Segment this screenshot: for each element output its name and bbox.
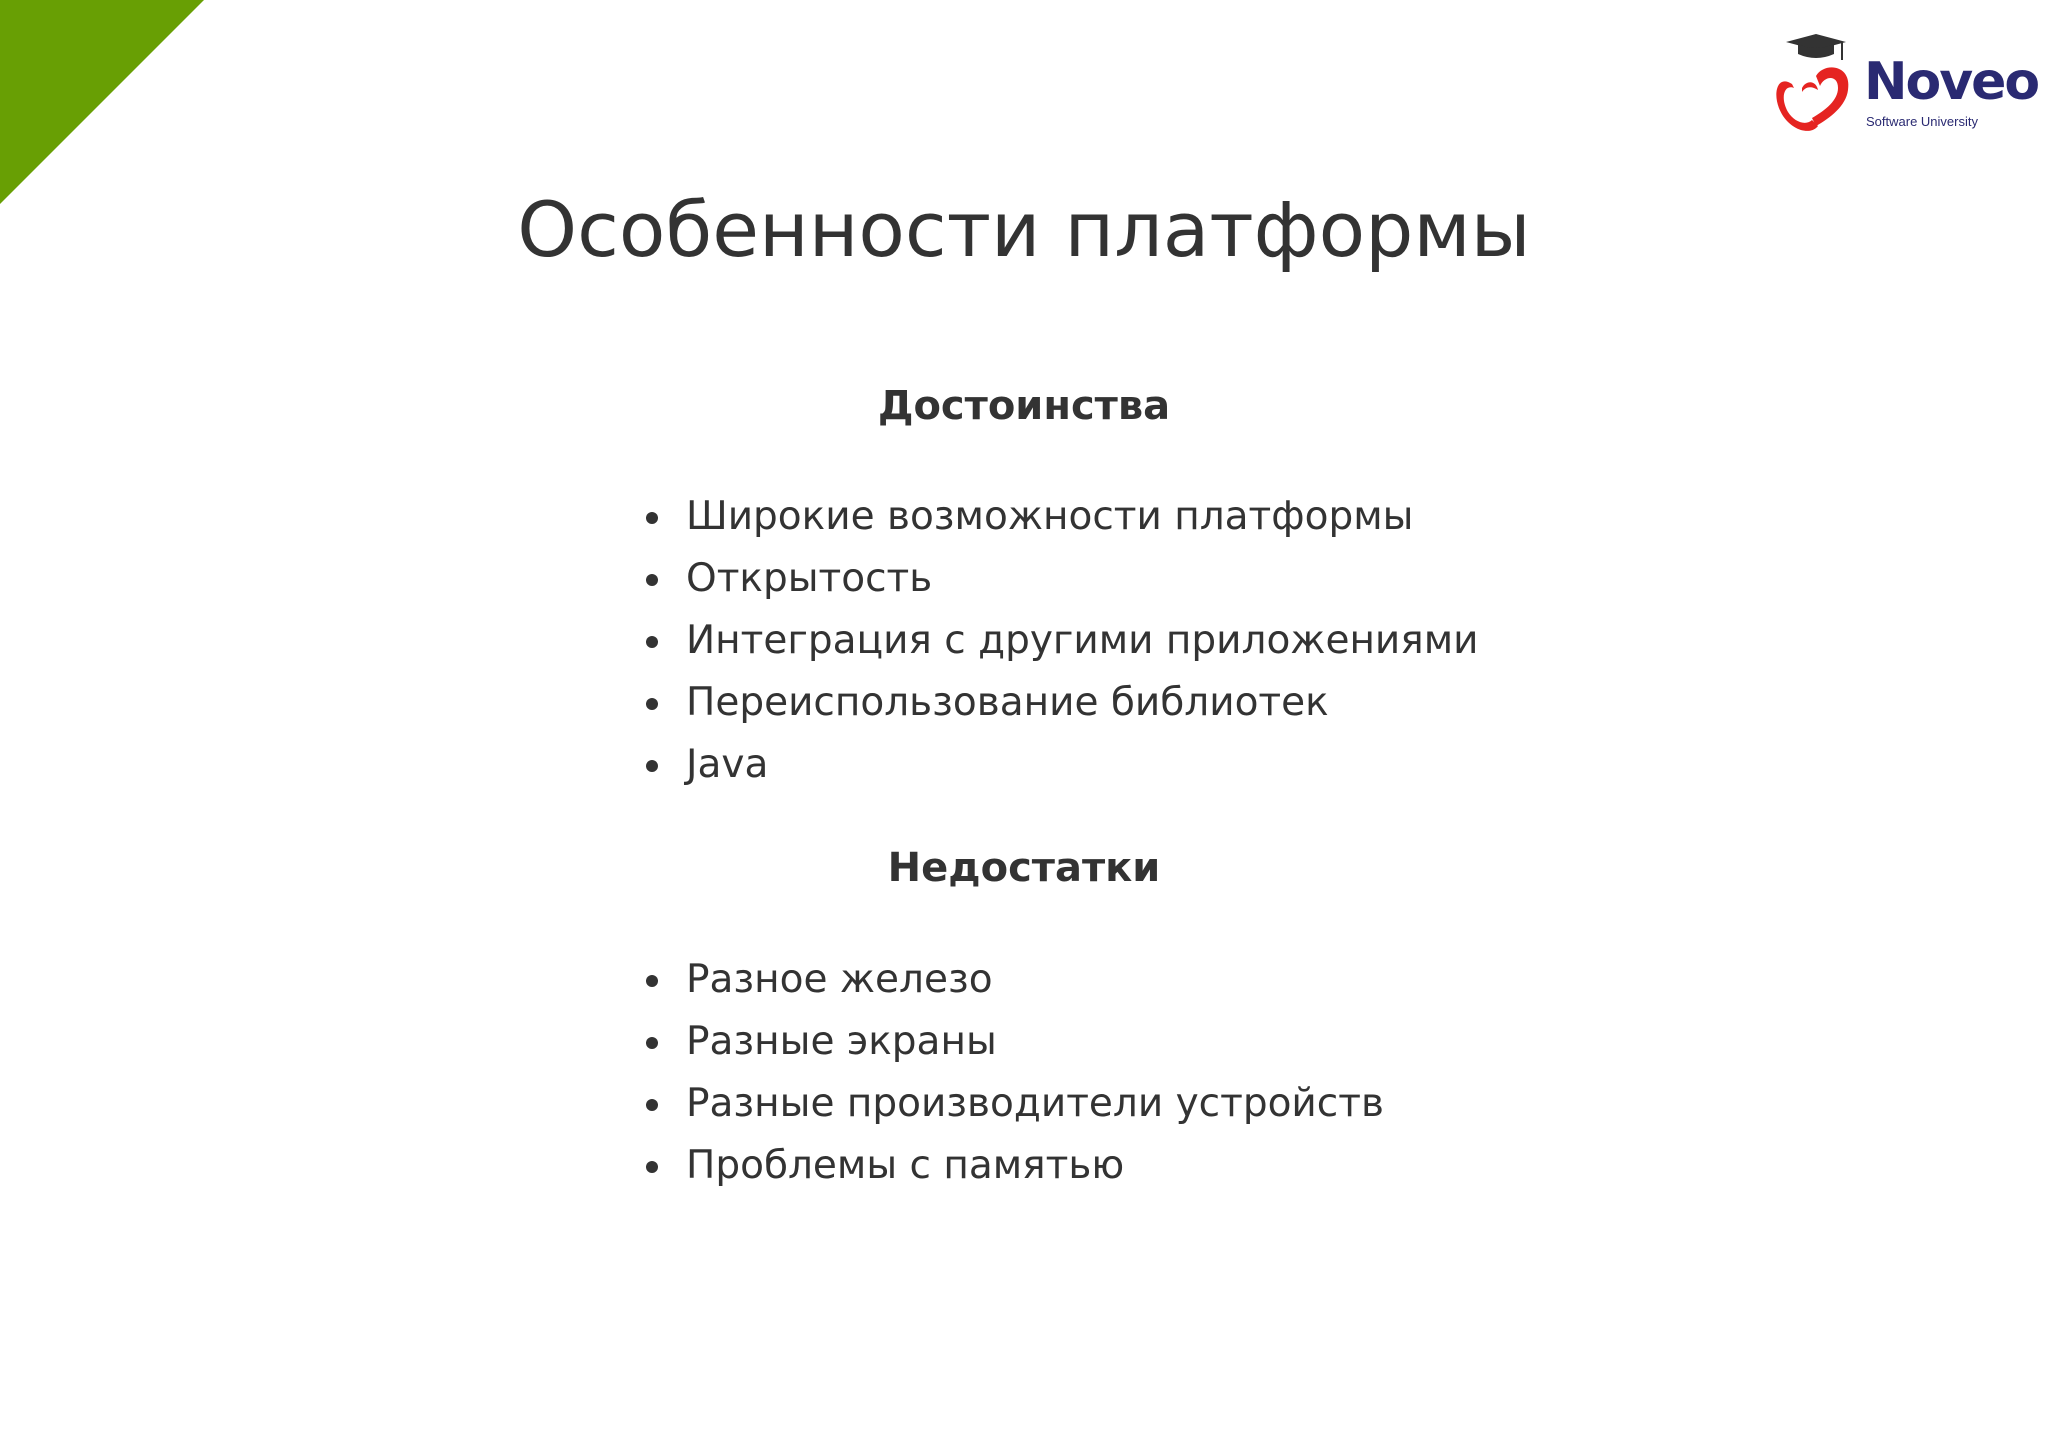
cons-heading: Недостатки	[887, 845, 1161, 891]
list-item-text: Java	[686, 742, 769, 787]
list-item-text: Разные экраны	[686, 1019, 997, 1064]
corner-accent-triangle	[0, 0, 204, 204]
list-item	[640, 734, 1479, 796]
list-item	[640, 486, 1479, 548]
list-item	[640, 548, 1479, 610]
list-item-text: Переиспользование библиотек	[686, 680, 1329, 725]
list-item	[640, 1011, 1384, 1073]
list-item-text: Разные производители устройств	[686, 1081, 1384, 1126]
noveo-logo	[1772, 32, 2039, 136]
pros-heading: Достоинства	[877, 383, 1171, 429]
bullet-icon	[646, 636, 658, 648]
logo-wordmark: Noveo	[1864, 52, 2039, 112]
heart-graduation-cap-icon	[1772, 32, 1862, 136]
list-item-text: Интеграция с другими приложениями	[686, 618, 1479, 663]
list-item	[640, 1135, 1384, 1197]
list-item	[640, 949, 1384, 1011]
logo-tagline: Software University	[1866, 114, 1978, 129]
pros-list	[640, 486, 1479, 796]
bullet-icon	[646, 574, 658, 586]
list-item-text: Широкие возможности платформы	[686, 494, 1414, 539]
list-item-text: Разное железо	[686, 957, 993, 1002]
bullet-icon	[646, 1037, 658, 1049]
bullet-icon	[646, 1161, 658, 1173]
list-item	[640, 610, 1479, 672]
bullet-icon	[646, 512, 658, 524]
list-item-text: Открытость	[686, 556, 933, 601]
list-item	[640, 672, 1479, 734]
bullet-icon	[646, 760, 658, 772]
list-item-text: Проблемы с памятью	[686, 1143, 1125, 1188]
bullet-icon	[646, 698, 658, 710]
bullet-icon	[646, 975, 658, 987]
bullet-icon	[646, 1099, 658, 1111]
page-title: Особенности платформы	[517, 185, 1531, 274]
list-item	[640, 1073, 1384, 1135]
cons-list	[640, 949, 1384, 1197]
